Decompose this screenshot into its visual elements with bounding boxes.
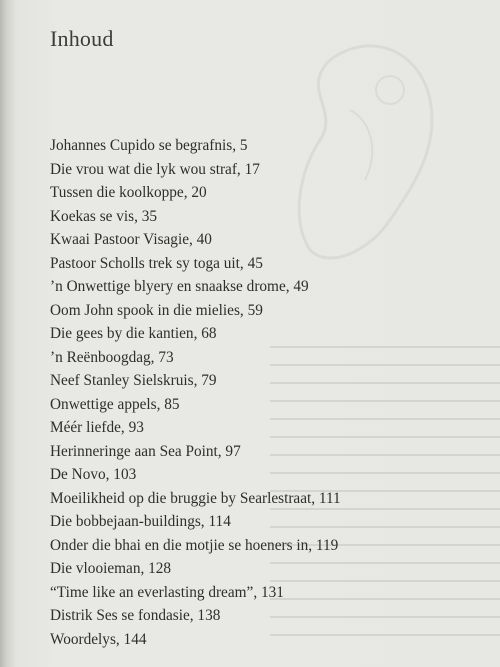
toc-entry: Woordelys, 144 (50, 630, 147, 648)
toc-entry: Die vlooieman, 128 (50, 560, 172, 577)
toc-entry: Distrik Ses se fondasie, 138 (50, 607, 221, 624)
toc-entry: Tussen die koolkoppe, 20 (50, 184, 207, 201)
toc-entry: Kwaai Pastoor Visagie, 40 (50, 231, 212, 248)
toc-entry: Neef Stanley Sielskruis, 79 (50, 372, 217, 389)
toc-entry: “Time like an everlasting dream”, 131 (50, 583, 284, 601)
toc-entry: Méér liefde, 93 (50, 419, 144, 436)
toc-entry: Onder die bhai en die motjie se hoeners in, 119 (50, 536, 339, 554)
table-of-contents (50, 134, 480, 651)
toc-entry: ’n Onwettige blyery en snaakse drome, 49 (50, 278, 309, 295)
contents-heading: Inhoud (50, 26, 114, 51)
toc-entry: Koekas se vis, 35 (50, 207, 158, 225)
toc-entry: Pastoor Scholls trek sy toga uit, 45 (50, 254, 263, 272)
toc-entry: Herinneringe aan Sea Point, 97 (50, 442, 241, 460)
toc-entry: Die gees by die kantien, 68 (50, 325, 217, 342)
toc-entry: Johannes Cupido se begrafnis, 5 (50, 137, 248, 154)
toc-entry: Die vrou wat die lyk wou straf, 17 (50, 160, 260, 178)
toc-entry: De Novo, 103 (50, 466, 137, 483)
toc-entry: Onwettige appels, 85 (50, 395, 180, 413)
toc-entry: Die bobbejaan-buildings, 114 (50, 513, 231, 530)
toc-entry: ’n Reënboogdag, 73 (50, 348, 174, 366)
toc-entry: Moeilikheid op die bruggie by Searlestraat, 111 (50, 489, 341, 507)
toc-entry: Oom John spook in die mielies, 59 (50, 301, 263, 319)
